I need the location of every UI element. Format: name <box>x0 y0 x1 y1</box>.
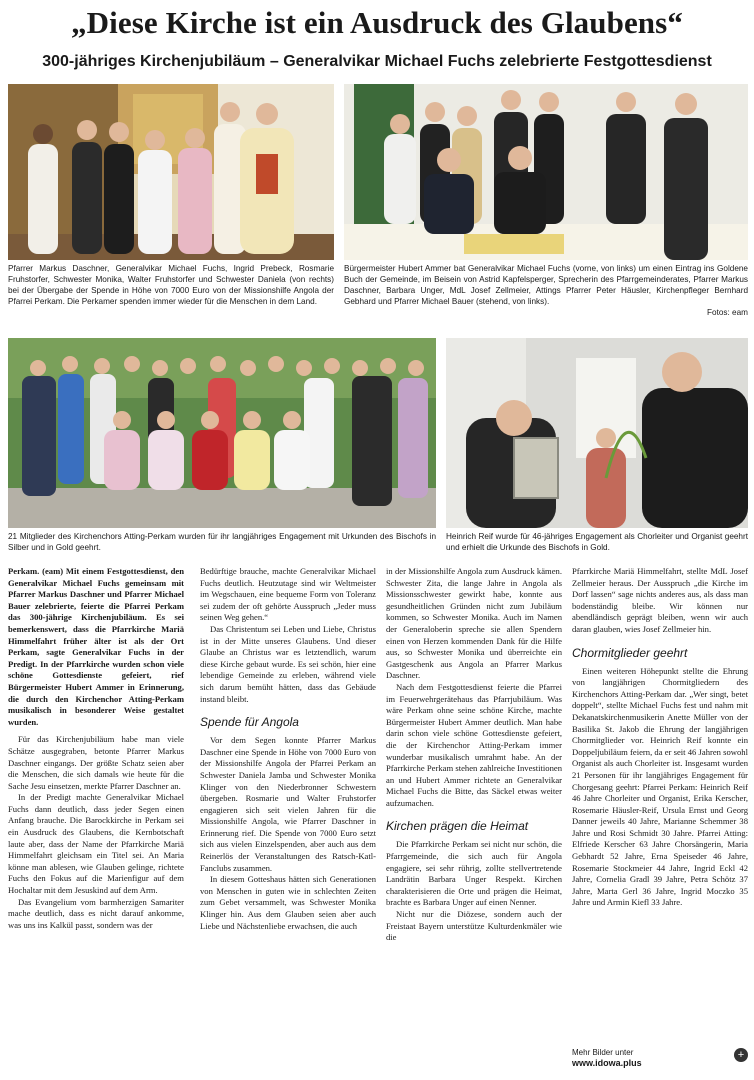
article-paragraph: Vor dem Segen konnte Pfarrer Markus Daschner eine Spende in Höhe von 7000 Euro von der Missionshilfe Angola der Pfarrei Perkam an Schwester Daniela Jamba und Schwester Monika Klinger von den Niederbronner Schwestern übergeben. Rosmarie und Walter Fruhstorfer engagieren sich seit vielen Jahren für die Missionshilfe Angola, wie Pfarrer Daschner in Erinnerung rief. Die Spende von 7000 Euro setzt sich aus vielen Einzelspenden, aber auch aus dem Reinerlös der Veranstaltungen des Ratsch-Katl-Fanclubs zusammen. <box>200 735 376 873</box>
article-column-2 <box>200 566 376 1066</box>
photo-choir-members <box>8 338 436 528</box>
plus-circle-icon: + <box>734 1048 748 1062</box>
article-paragraph: Einen weiteren Höhepunkt stellte die Ehrung von langjährigen Chormitgliedern des Kirchenchors Atting-Perkam dar. „Wer singt, betet doppelt“, stellte Michael Fuchs fest und nahm mit Dekanatskirchenmusikerin Anette Müller von der Basilika St. Jakob die Ehrung der langjährigen Chormitglieder vor. Heinrich Reif konnte ein Doppeljubiläum feiern, da er seit 46 Jahren sowohl Organist als auch Chorleiter ist. Insgesamt wurden 21 Personen für ihr langjähriges Engagement für Chorgesang geehrt: Pfarrei Perkam: Heinrich Reif 46 Jahre Chorleiter und Organist, Erika Kerscher, Rosemarie Häusler-Reif, Ursula Ernst und Georg Danner jeweils 40 Jahre, Marianne Schemmer 38 Jahre und Rosi Schmidt 30 Jahre. Pfarrei Atting: Elfriede Kerscher 63 Jahre Chorsängerin, Maria Gebhardt 52 Jahre, Erna Speiseder 46 Jahre, Rosemarie Stockmeier 44 Jahre, Ingrid Eckl 42 Jahre, Cornelia Gradl 39 Jahre, Petra Schötz 37 Jahre, Marta Gerl 36 Jahre, Ingrid Moczko 35 Jahre und Armin Kiefl 33 Jahre. <box>572 665 748 908</box>
more-pictures-link[interactable] <box>572 1048 750 1068</box>
article-paragraph: Pfarrkirche Mariä Himmelfahrt, stellte MdL Josef Zellmeier heraus. Der Ausspruch „die Kirche im Dorf lassen“ sage nichts anderes aus, als dass man bodenständig bleibe. Wir können nur abendländisch geprägt bleiben, wenn wir auch daran glauben, wies Josef Zellmeier hin. <box>572 566 748 634</box>
more-pictures-label: Mehr Bilder unter <box>572 1048 634 1057</box>
caption-photo-donation: Pfarrer Markus Daschner, Generalvikar Michael Fuchs, Ingrid Prebeck, Rosmarie Fruhstorfer, Schwester Monika, Walter Fruhstorfer und Schwester Daniela (von rechts) bei der Übergabe der Spende in Höhe von 7000 Euro von der Missionshilfe Angola der Pfarrei Perkam. Die Perkamer spenden immer wieder für die Menschen in dem Land. <box>8 264 334 306</box>
section-heading-chor: Chormitglieder geehrt <box>572 645 688 660</box>
photo-golden-book <box>344 84 748 260</box>
article-lead: Perkam. (eam) Mit einem Festgottesdienst, den Generalvikar Michael Fuchs gemeinsam mit Pfarrer Markus Daschner und Pfarrer Michael Bauer zelebrierte, feierte die Pfarrei Perkam das 300-jährige Kirchenjubiläum. Es sei bemerkenswert, dass die Pfarrkirche Mariä Himmelfahrt früher älter ist als der Ort Perkam, sagte Generalvikar Fuchs in der Predigt. In der Pfarrkirche wurden schon viele schöne Gottesdienste gefeiert, rief Bürgermeister Hubert Ammer in Erinnerung, die durch den Kirchenchor Atting-Perkam musikalisch in besonderer Weise gestaltet wurden. <box>8 566 184 727</box>
article-paragraph: Für das Kirchenjubiläum habe man viele Schätze ausgegraben, betonte Pfarrer Markus Daschner eingangs. Der größte Schatz seien aber die Menschen, die sich damals wie heute für die Sache Jesu einsetzen, merkte Pfarrer Daschner an. <box>8 734 184 791</box>
article-column-1 <box>8 566 184 1066</box>
caption-text: Bürgermeister Hubert Ammer bat Generalvikar Michael Fuchs (vorne, von links) um einen Eintrag ins Goldene Buch der Gemeinde, im Beisein von Astrid Kapfelsperger, Sprecherin des Pfarrgemeinderates, Pfarrer Markus Daschner, Barbara Unger, MdL Josef Zellmeier, Attings Pfarrer Peter Häusler, Kirchenpfleger Bernhard Gebhard und Pfarrer Michael Bauer (stehend, von links). <box>344 264 748 306</box>
photo-donation-handover <box>8 84 334 260</box>
photo-credit: Fotos: eam <box>707 308 748 317</box>
headline: „Diese Kirche ist ein Ausdruck des Glaubens“ <box>71 5 683 40</box>
article-column-3 <box>386 566 562 1066</box>
article-paragraph: Das Christentum sei Leben und Liebe, Christus ist in der Mitte unseres Glaubens. Und dieser Glaube an Christus war es letztendlich, warum diese Kirche gebaut wurde. Es sei schön, hier eine lebendige Gemeinde zu erleben, während viele sich darum bemüht hätten, dass das Gebäude instand bleibt. <box>200 623 376 704</box>
caption-photo-golden-book <box>344 263 748 318</box>
section-heading-heimat: Kirchen prägen die Heimat <box>386 819 529 834</box>
photo-heinrich-reif <box>446 338 748 528</box>
more-pictures-url[interactable]: www.idowa.plus <box>572 1058 642 1068</box>
section-heading-angola: Spende für Angola <box>200 715 299 730</box>
article-paragraph: Nach dem Festgottesdienst feierte die Pfarrei im Feuerwehrgerätehaus das Pfarrjubiläum. Was wäre Perkam ohne seine schöne Kirche, machte Bürgermeister Hubert Ammer deutlich. Man habe darin schon viele schöne Gottesdienste gefeiert, die der Kirchenchor Atting-Perkam immer wunderbar musikalisch umrahmt habe. An der Pfarrkirche Perkam stehen zahlreiche Investitionen an und Hubert Ammer richtete an Generalvikar Michael Fuchs die Bitte, das Säckel etwas weiter aufzumachen. <box>386 681 562 808</box>
caption-photo-reif: Heinrich Reif wurde für 46-jähriges Engagement als Chorleiter und Organist geehrt und erhielt die Urkunde des Bischofs in Gold. <box>446 532 748 552</box>
article-paragraph: Das Evangelium vom barmherzigen Samariter mache deutlich, dass es nicht darauf ankomme, was uns ins Kalkül passt, sondern was der <box>8 896 184 930</box>
article-paragraph: in der Missionshilfe Angola zum Ausdruck kämen. Schwester Zita, die lange Jahre in Angola als Missionsschwester gewirkt habe, konnte aus gesundheitlichen Gründen nicht zum Jubiläum kommen, so Schwester Monika. Auch im Namen der Generaloberin spreche sie allen Spendern einen von Herzen kommenden Dank für die Hilfe aus, so Schwester Monika und überreichte ein Gastgeschenk aus Angola an Pfarrer Markus Daschner. <box>386 566 562 681</box>
article-paragraph: In diesem Gotteshaus hätten sich Generationen von Menschen in guten wie in schlechten Zeiten zum Gebet versammelt, was Schwester Monika Klinger hin. Aus dem Glauben seien aber auch Liebe und Nächstenliebe erwachsen, die auch <box>200 874 376 931</box>
article-paragraph: Die Pfarrkirche Perkam sei nicht nur schön, die Pfarrgemeinde, die sich auch für Angola engagiere, sei sehr rührig, zollte stellvertretende Landrätin Barbara Unger Respekt. Kirchen charakterisieren die Orte und prägen die Heimat, brachte es Barbara Unger auf einen Nenner. <box>386 839 562 908</box>
article-column-4 <box>572 566 748 1044</box>
caption-photo-choir: 21 Mitglieder des Kirchenchors Atting-Perkam wurden für ihr langjähriges Engagement mit Urkunden des Bischofs in Silber und in Gold geehrt. <box>8 532 436 552</box>
article-paragraph: Bedürftige brauche, machte Generalvikar Michael Fuchs deutlich. Heutzutage sind wir Weltmeister im Wegschauen, eine bequeme Form von Toleranz sei zudem der oft gehörte Ausspruch „Jeder muss seinen Weg gehen.“ <box>200 566 376 623</box>
article-paragraph: In der Predigt machte Generalvikar Michael Fuchs dann deutlich, dass jeder Segen einen Anfang brauche. Die Barockkirche in Perkam sei ein Ausdruck des Glaubens, die Kernbotschaft laute aber, dass der Name der Pfarrkirche Mariä Himmelfahrt gleichsam ein Titel sei. An Maria könne man ablesen, wie Glauben gelinge, richtete Fuchs den Fokus auf die Marienfigur auf dem Hochaltar mit dem Jesuskind auf dem Arm. <box>8 792 184 896</box>
article-paragraph: Nicht nur die Diözese, sondern auch der Freistaat Bayern unterstütze Kulturdenkmäler wie die <box>386 909 562 943</box>
subheadline: 300-jähriges Kirchenjubiläum – Generalvikar Michael Fuchs zelebrierte Festgottesdienst <box>42 53 712 70</box>
